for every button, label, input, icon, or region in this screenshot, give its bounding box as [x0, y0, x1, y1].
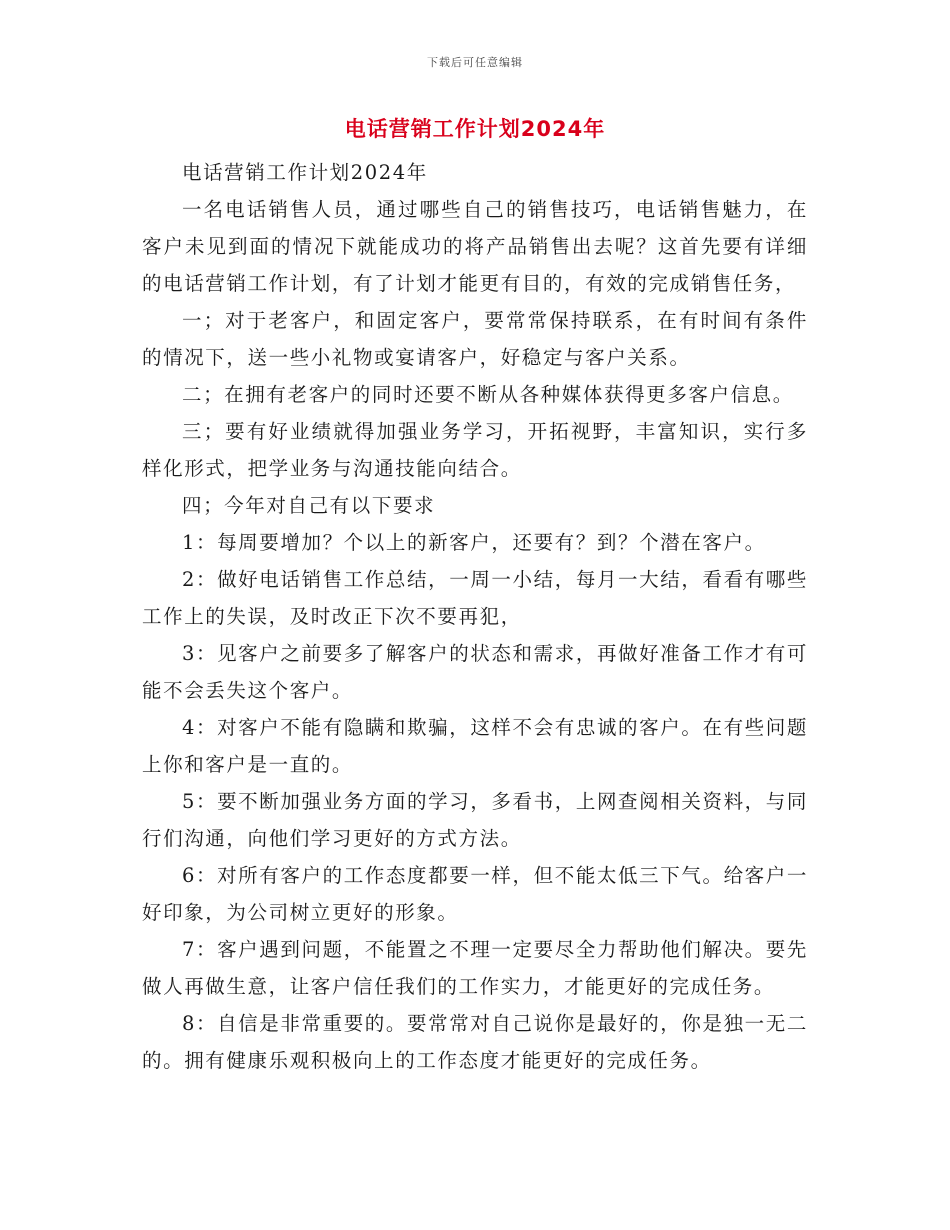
- requirement-5: 5：要不断加强业务方面的学习，多看书，上网查阅相关资料，与同行们沟通，向他们学习更好的方式方法。: [142, 790, 808, 850]
- requirement-3: 3：见客户之前要多了解客户的状态和需求，再做好准备工作才有可能不会丢失这个客户。: [142, 642, 808, 702]
- requirement-4: 4：对客户不能有隐瞒和欺骗，这样不会有忠诚的客户。在有些问题上你和客户是一直的。: [142, 716, 808, 776]
- requirement-7: 7：客户遇到问题，不能置之不理一定要尽全力帮助他们解决。要先做人再做生意，让客户信任我们的工作实力，才能更好的完成任务。: [142, 938, 808, 998]
- document-body: [142, 154, 808, 1079]
- requirement-1: 1：每周要增加？个以上的新客户，还要有？到？个潜在客户。: [181, 531, 766, 554]
- requirement-8: 8：自信是非常重要的。要常常对自己说你是最好的，你是独一无二的。拥有健康乐观积极向上的工作态度才能更好的完成任务。: [142, 1012, 808, 1072]
- requirement-6: 6：对所有客户的工作态度都要一样，但不能太低三下气。给客户一好印象，为公司树立更好的形象。: [142, 864, 808, 924]
- paragraph-item-1: 一；对于老客户，和固定客户，要常常保持联系，在有时间有条件的情况下，送一些小礼物或宴请客户，好稳定与客户关系。: [142, 309, 808, 369]
- paragraph-item-4: 四；今年对自己有以下要求: [181, 494, 436, 517]
- paragraph-item-2: 二；在拥有老客户的同时还要不断从各种媒体获得更多客户信息。: [181, 383, 794, 406]
- document-title: 电话营销工作计划2024年: [344, 117, 606, 141]
- requirement-2: 2：做好电话销售工作总结，一周一小结，每月一大结，看看有哪些工作上的失误，及时改正下次不要再犯，: [142, 568, 808, 628]
- paragraph-intro: 一名电话销售人员，通过哪些自己的销售技巧，电话销售魅力，在客户未见到面的情况下就能成功的将产品销售出去呢？这首先要有详细的电话营销工作计划，有了计划才能更有目的，有效的完成销售任务，: [142, 198, 808, 295]
- paragraph-item-3: 三；要有好业绩就得加强业务学习，开拓视野，丰富知识，实行多样化形式，把学业务与沟通技能向结合。: [142, 420, 808, 480]
- header-note: 下载后可任意编辑: [427, 56, 523, 69]
- paragraph-subtitle: 电话营销工作计划2024年: [181, 161, 428, 184]
